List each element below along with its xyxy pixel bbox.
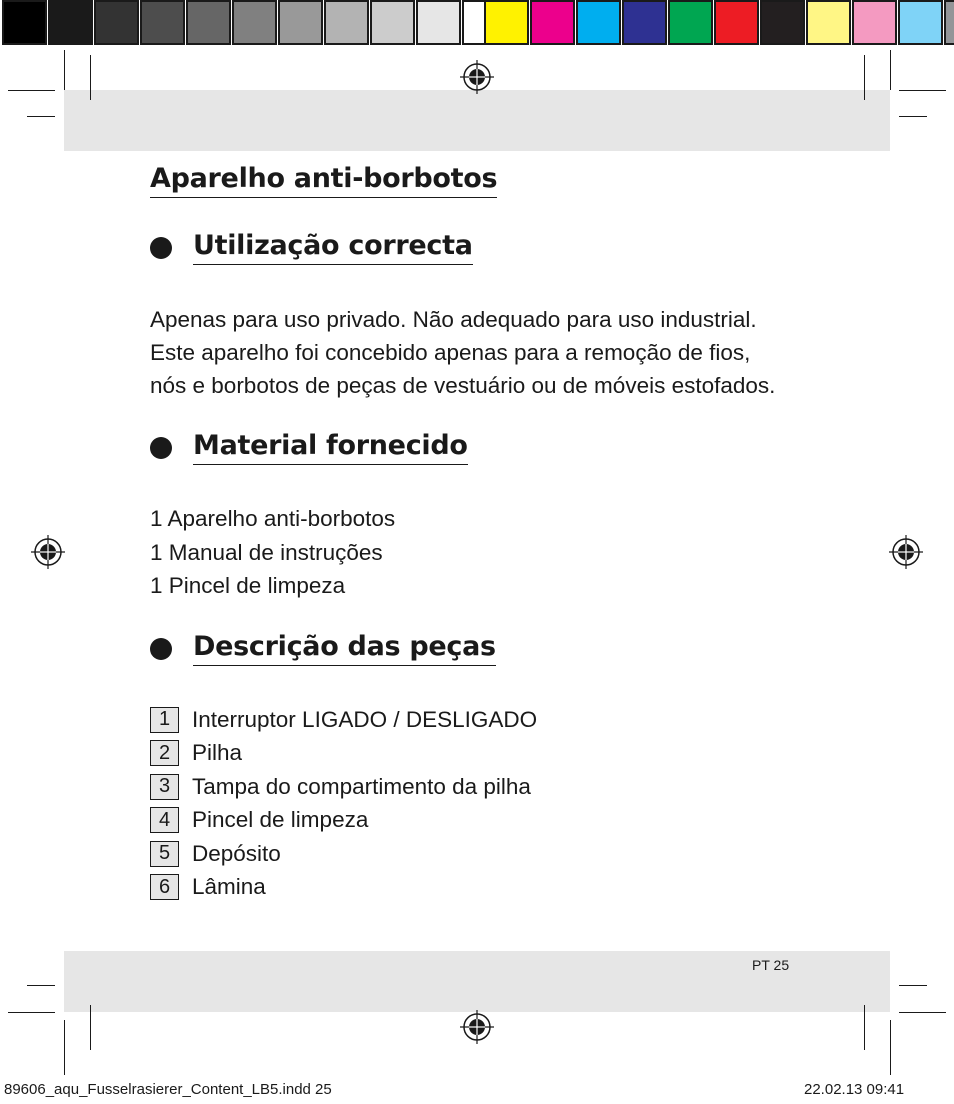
list-item: 1 Aparelho anti-borbotos <box>150 506 396 531</box>
part-number: 5 <box>150 841 179 867</box>
part-number: 3 <box>150 774 179 800</box>
list-item <box>150 703 537 737</box>
color-swatch <box>48 0 93 45</box>
color-swatch <box>760 0 805 45</box>
color-swatch <box>530 0 575 45</box>
crop-mark <box>64 50 65 90</box>
crop-mark <box>8 90 55 91</box>
color-swatch <box>186 0 231 45</box>
color-swatch <box>668 0 713 45</box>
list-item: 1 Manual de instruções <box>150 539 383 565</box>
crop-mark <box>8 1012 55 1013</box>
paragraph-line: Apenas para uso privado. Não adequado para uso industrial. <box>150 307 757 332</box>
list-item <box>150 770 537 804</box>
part-number: 1 <box>150 707 179 733</box>
registration-mark-icon <box>31 535 65 569</box>
part-label: Pilha <box>192 740 243 766</box>
section-title: Utilização correcta <box>193 230 473 265</box>
parts-list <box>150 703 537 904</box>
color-swatch <box>944 0 954 45</box>
color-swatch <box>370 0 415 45</box>
color-swatch <box>232 0 277 45</box>
crop-mark <box>27 985 55 986</box>
color-swatch <box>94 0 139 45</box>
color-swatch <box>576 0 621 45</box>
registration-mark-icon <box>889 535 923 569</box>
part-label: Depósito <box>192 840 281 866</box>
process-color-bar <box>484 0 954 46</box>
color-swatch <box>2 0 47 45</box>
part-number: 4 <box>150 807 179 833</box>
color-swatch <box>140 0 185 45</box>
crop-mark <box>899 90 946 91</box>
section-heading-supplied <box>150 430 468 465</box>
page-folio: PT 25 <box>752 957 790 973</box>
slug-datetime: 22.02.13 09:41 <box>804 1081 905 1098</box>
header-band <box>64 90 890 151</box>
color-swatch <box>324 0 369 45</box>
crop-mark <box>890 1020 891 1075</box>
section-title: Descrição das peças <box>193 631 496 666</box>
part-number: 2 <box>150 740 179 766</box>
part-label: Pincel de limpeza <box>192 807 369 833</box>
color-swatch <box>898 0 943 45</box>
crop-mark <box>64 1020 65 1075</box>
page-title: Aparelho anti-borbotos <box>150 163 497 198</box>
crop-mark <box>864 1005 865 1050</box>
registration-mark-icon <box>460 1010 494 1044</box>
color-swatch <box>622 0 667 45</box>
gray-color-bar <box>2 0 508 46</box>
paragraph-line: nós e borbotos de peças de vestuário ou de móveis estofados. <box>150 373 776 398</box>
crop-mark <box>27 116 55 117</box>
crop-mark <box>90 55 91 100</box>
bullet-icon <box>150 638 172 660</box>
part-label: Tampa do compartimento da pilha <box>192 773 531 799</box>
section-title: Material fornecido <box>193 430 468 465</box>
crop-mark <box>890 50 891 90</box>
list-item <box>150 804 537 838</box>
color-swatch <box>278 0 323 45</box>
part-number: 6 <box>150 874 179 900</box>
supplied-items-list <box>150 502 395 603</box>
bullet-icon <box>150 237 172 259</box>
paragraph-line: Este aparelho foi concebido apenas para a remoção de fios, <box>150 340 751 365</box>
list-item <box>150 737 537 771</box>
slug-filename: 89606_aqu_Fusselrasierer_Content_LB5.indd 25 <box>4 1081 332 1098</box>
crop-mark <box>864 55 865 100</box>
bullet-icon <box>150 437 172 459</box>
crop-mark <box>899 116 927 117</box>
list-item: 1 Pincel de limpeza <box>150 573 346 598</box>
color-swatch <box>714 0 759 45</box>
color-swatch <box>852 0 897 45</box>
registration-mark-icon <box>460 60 494 94</box>
part-label: Lâmina <box>192 874 266 900</box>
list-item <box>150 837 537 871</box>
color-swatch <box>806 0 851 45</box>
color-swatch <box>416 0 461 45</box>
part-label: Interruptor LIGADO / DESLIGADO <box>192 706 538 732</box>
crop-mark <box>899 1012 946 1013</box>
crop-mark <box>90 1005 91 1050</box>
list-item <box>150 871 537 905</box>
usage-paragraph <box>150 303 775 402</box>
section-heading-usage <box>150 230 473 265</box>
section-heading-parts <box>150 631 496 666</box>
color-swatch <box>484 0 529 45</box>
crop-mark <box>899 985 927 986</box>
